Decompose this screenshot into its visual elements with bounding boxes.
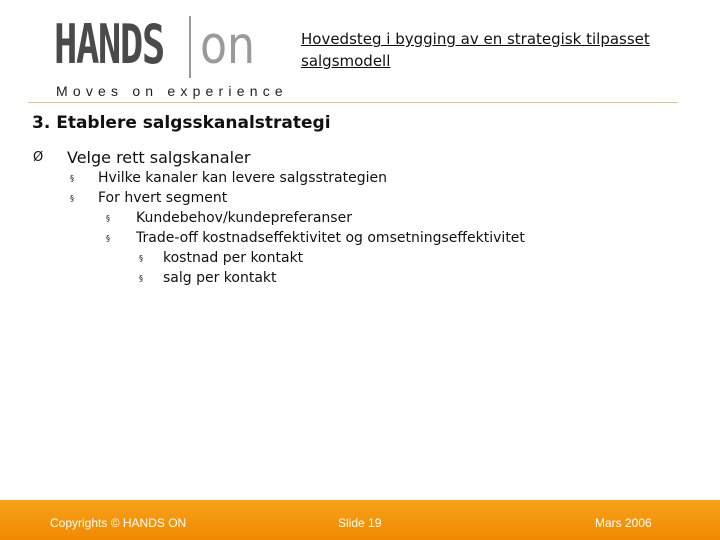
header-divider xyxy=(28,102,678,103)
bullet-level1 xyxy=(33,148,250,167)
hands-on-logo xyxy=(54,12,256,78)
footer-bar xyxy=(0,500,720,540)
logo-hands-text: HANDS xyxy=(54,13,164,76)
bullet-level3 xyxy=(106,230,525,246)
bullet-level4 xyxy=(139,250,303,266)
section-title: 3. Etablere salgsskanalstrategi xyxy=(32,113,331,133)
square-bullet-icon: § xyxy=(139,273,143,283)
footer-date: Mars 2006 xyxy=(595,516,652,530)
bullet-level2 xyxy=(70,190,227,206)
logo-divider xyxy=(189,16,191,78)
bullet-text: Trade-off kostnadseffektivitet og omsetningseffektivitet xyxy=(136,230,525,246)
square-bullet-icon: § xyxy=(106,233,110,243)
footer-copyright: Copyrights © HANDS ON xyxy=(50,516,187,530)
bullet-text: Kundebehov/kundepreferanser xyxy=(136,210,352,226)
footer-slide-number: Slide 19 xyxy=(338,516,382,530)
bullet-level4 xyxy=(139,270,277,286)
bullet-text: Velge rett salgskanaler xyxy=(67,148,251,167)
square-bullet-icon: § xyxy=(70,173,74,183)
square-bullet-icon: § xyxy=(106,213,110,223)
bullet-level2 xyxy=(70,170,387,186)
arrow-bullet-icon: Ø xyxy=(33,150,44,165)
logo-on-text: on xyxy=(200,16,256,76)
bullet-text: Hvilke kanaler kan levere salgsstrategien xyxy=(98,170,387,186)
slide-header-title: Hovedsteg i bygging av en strategisk tilpasset salgsmodell xyxy=(301,30,650,70)
bullet-text: kostnad per kontakt xyxy=(163,250,304,266)
bullet-text: For hvert segment xyxy=(98,190,228,206)
bullet-level3 xyxy=(106,210,352,226)
bullet-text: salg per kontakt xyxy=(163,270,277,286)
square-bullet-icon: § xyxy=(139,253,143,263)
square-bullet-icon: § xyxy=(70,193,74,203)
logo-tagline: Moves on experience xyxy=(56,83,288,99)
